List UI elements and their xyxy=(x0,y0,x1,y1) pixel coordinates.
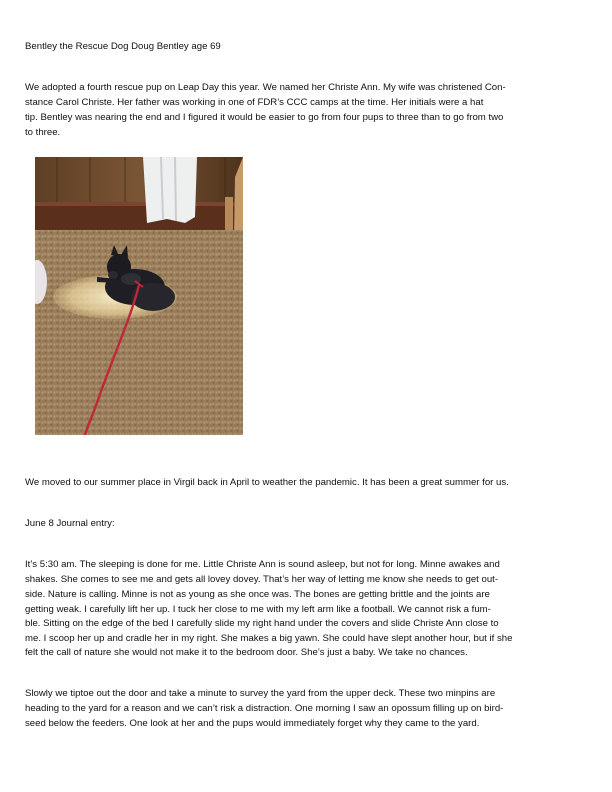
text-line: to three. xyxy=(25,127,61,138)
text-line: ble. Sitting on the edge of the bed I carefully slide my right hand under the covers and slide Christe Ann close to xyxy=(25,618,499,629)
text-line: seed below the feeders. One look at her and the pups would immediately forget why they came to the yard. xyxy=(25,718,480,729)
journal-heading: June 8 Journal entry: xyxy=(25,518,115,529)
text-line: stance Carol Christe. Her father was working in one of FDR’s CCC camps at the time. Her initials were a hat xyxy=(25,97,484,108)
dog-photo xyxy=(35,157,243,435)
text-line: tip. Bentley was nearing the end and I figured it would be easier to go from four pups to three than to go from two xyxy=(25,112,504,123)
text-line: shakes. She comes to see me and gets all lovey dovey. That’s her way of letting me know she needs to get out- xyxy=(25,574,499,585)
text-line: me. I scoop her up and cradle her in my right. She makes a big yawn. She could have slept another hour, but if she xyxy=(25,633,513,644)
text-line: It’s 5:30 am. The sleeping is done for me. Little Christe Ann is sound asleep, but not for long. Minne awakes and xyxy=(25,559,500,570)
summer-line: We moved to our summer place in Virgil back in April to weather the pandemic. It has been a great summer for us. xyxy=(25,477,509,488)
title-line: Bentley the Rescue Dog Doug Bentley age 69 xyxy=(25,41,221,52)
text-line: getting weak. I carefully lift her up. I tuck her close to me with my left arm like a football. We cannot risk a fum- xyxy=(25,604,491,615)
text-line: felt the call of nature she would not make it to the bedroom door. She’s just a baby. We take no chances. xyxy=(25,647,468,658)
text-line: We adopted a fourth rescue pup on Leap Day this year. We named her Christe Ann. My wife was christened Con- xyxy=(25,82,506,93)
text-line: side. Nature is calling. Minne is not as young as she once was. The bones are getting brittle and the joints are xyxy=(25,589,490,600)
text-line: Slowly we tiptoe out the door and take a minute to survey the yard from the upper deck. These two minpins are xyxy=(25,688,496,699)
text-line: heading to the yard for a reason and we can’t risk a distraction. One morning I saw an opossum filling up on bird- xyxy=(25,703,504,714)
